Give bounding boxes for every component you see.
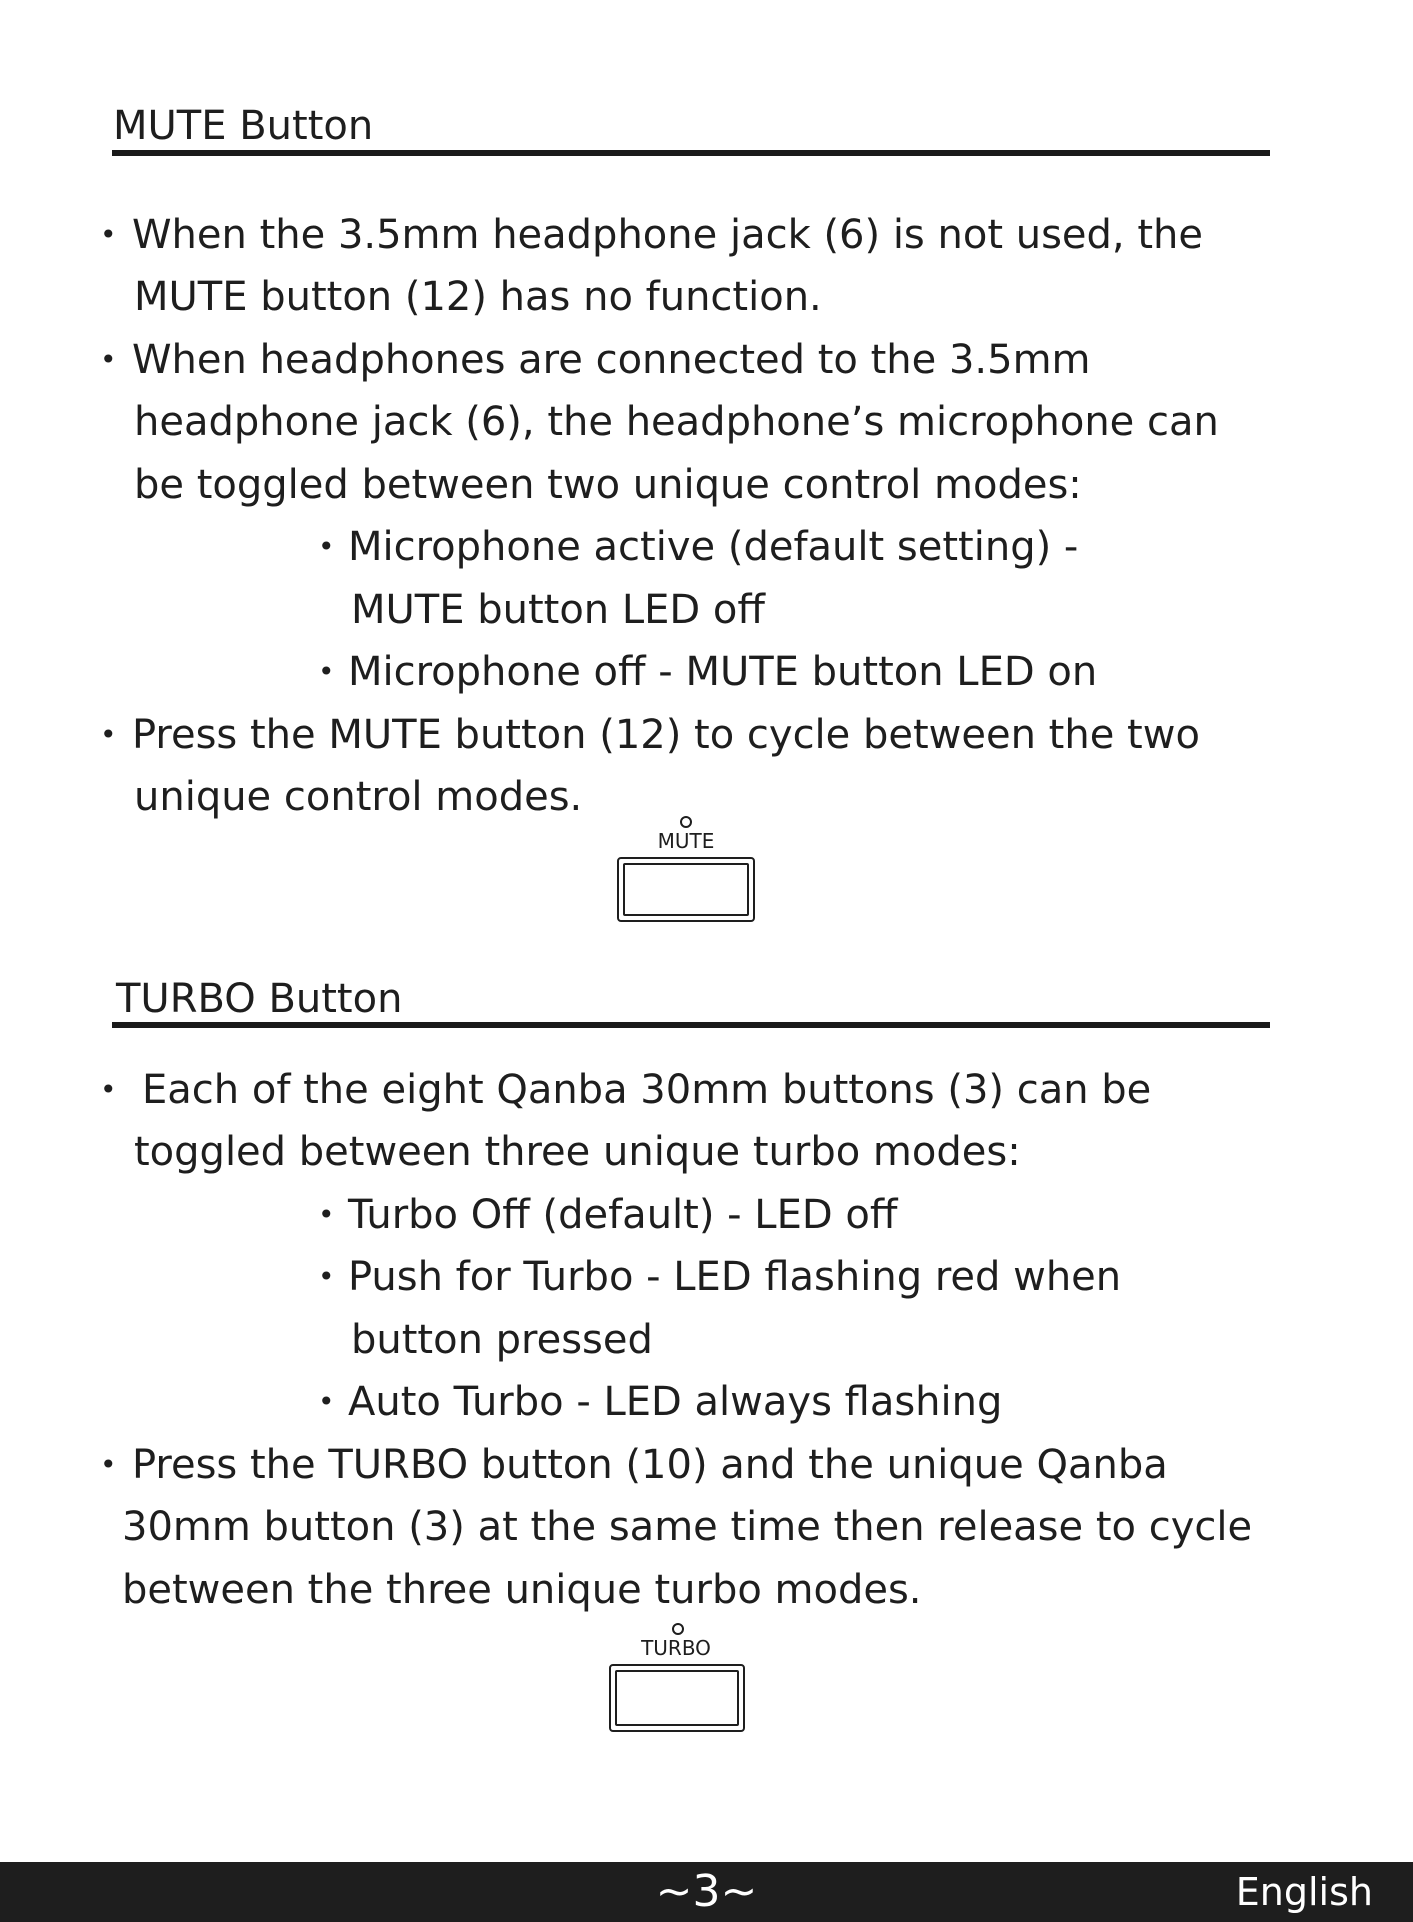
mute-bullet-3-line-2: unique control modes. [134, 774, 583, 820]
turbo-bullet-2-line-3: between the three unique turbo modes. [122, 1567, 922, 1613]
mute-sub-1-line-1: Microphone active (default setting) - [348, 524, 1079, 570]
turbo-bullet-2-line-1: Press the TURBO button (10) and the unique Qanba [132, 1442, 1168, 1488]
mute-bullet-2-line-1: When headphones are connected to the 3.5mm [132, 337, 1091, 383]
turbo-button-icon [609, 1664, 745, 1732]
turbo-bullet-2-line-2: 30mm button (3) at the same time then release to cycle [122, 1504, 1253, 1550]
mute-sub-1-line-2: MUTE button LED off [351, 587, 765, 633]
turbo-sub-2-line-1: Push for Turbo - LED flashing red when [348, 1254, 1122, 1300]
section-divider [112, 150, 1270, 156]
page-footer [0, 1862, 1413, 1922]
mute-bullet-1-line-1: When the 3.5mm headphone jack (6) is not used, the [132, 212, 1203, 258]
sub-bullet-dot: • [318, 1198, 335, 1231]
mute-bullet-2-line-2: headphone jack (6), the headphone’s microphone can [134, 399, 1219, 445]
mute-sub-2-line-1: Microphone off - MUTE button LED on [348, 649, 1098, 695]
turbo-sub-2-line-2: button pressed [351, 1317, 653, 1363]
footer-language: English [1235, 1870, 1373, 1914]
mute-section-title: MUTE Button [113, 103, 374, 149]
turbo-bullet-1-line-2: toggled between three unique turbo modes: [134, 1129, 1021, 1175]
mute-bullet-1-line-2: MUTE button (12) has no function. [134, 274, 822, 320]
sub-bullet-dot: • [318, 655, 335, 688]
bullet-dot: • [100, 1073, 117, 1106]
turbo-button-label: TURBO [641, 1636, 711, 1660]
turbo-sub-1-line-1: Turbo Off (default) - LED off [348, 1192, 898, 1238]
led-indicator-icon [680, 816, 692, 828]
section-divider [112, 1022, 1270, 1028]
turbo-sub-3-line-1: Auto Turbo - LED always flashing [348, 1379, 1003, 1425]
page-number: ~3~ [655, 1866, 758, 1917]
bullet-dot: • [100, 343, 117, 376]
sub-bullet-dot: • [318, 530, 335, 563]
bullet-dot: • [100, 1448, 117, 1481]
sub-bullet-dot: • [318, 1260, 335, 1293]
bullet-dot: • [100, 718, 117, 751]
mute-button-icon [617, 857, 755, 922]
mute-button-label: MUTE [657, 829, 715, 853]
mute-bullet-2-line-3: be toggled between two unique control modes: [134, 462, 1082, 508]
sub-bullet-dot: • [318, 1385, 335, 1418]
mute-bullet-3-line-1: Press the MUTE button (12) to cycle between the two [132, 712, 1200, 758]
bullet-dot: • [100, 218, 117, 251]
turbo-bullet-1-line-1: Each of the eight Qanba 30mm buttons (3) can be [142, 1067, 1152, 1113]
turbo-section-title: TURBO Button [116, 976, 403, 1022]
led-indicator-icon [672, 1623, 684, 1635]
